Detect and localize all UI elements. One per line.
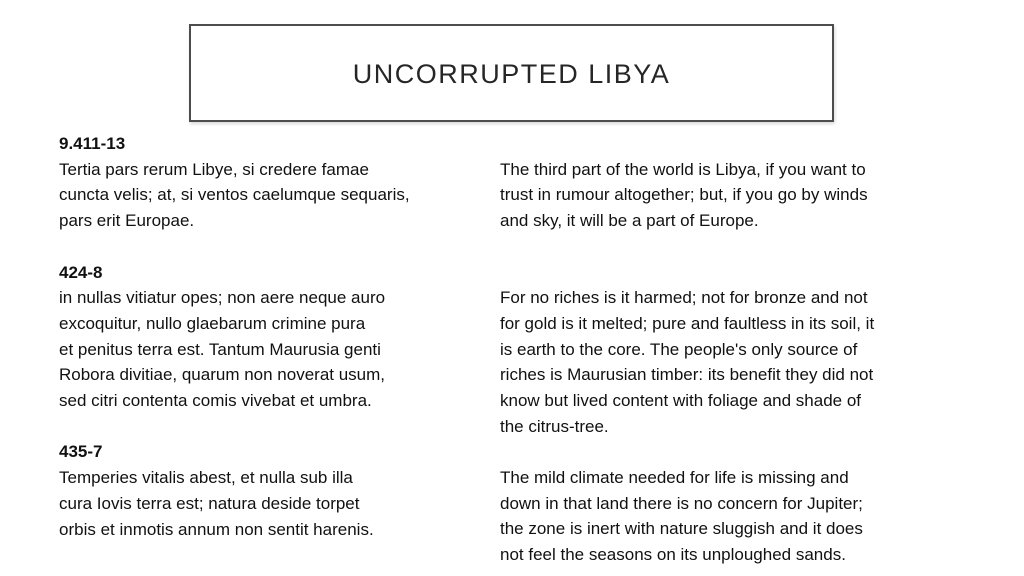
latin-line: Robora divitiae, quarum non noverat usum, bbox=[59, 365, 386, 385]
latin-passage-3 bbox=[59, 439, 479, 542]
english-passage-2 bbox=[500, 259, 950, 439]
latin-line: in nullas vitiatur opes; non aere neque auro bbox=[59, 288, 386, 308]
english-line: The mild climate needed for life is missing and bbox=[500, 468, 849, 488]
english-line: the citrus-tree. bbox=[500, 416, 609, 436]
passage-reference: 424-8 bbox=[59, 262, 103, 282]
reference-spacer bbox=[500, 131, 950, 157]
english-line: the zone is inert with nature sluggish and it does bbox=[500, 519, 863, 539]
latin-line: Tertia pars rerum Libye, si credere famae bbox=[59, 159, 369, 179]
english-line: not feel the seasons on its unploughed sands. bbox=[500, 545, 846, 565]
latin-line: excoquitur, nullo glaebarum crimine pura bbox=[59, 313, 366, 333]
passage-reference: 9.411-13 bbox=[59, 134, 126, 153]
latin-line: cuncta velis; at, si ventos caelumque sequaris, bbox=[59, 185, 410, 205]
latin-line: sed citri contenta comis vivebat et umbra. bbox=[59, 391, 372, 411]
english-line: For no riches is it harmed; not for bronze and not bbox=[500, 288, 868, 308]
english-line: riches is Maurusian timber: its benefit they did not bbox=[500, 365, 874, 385]
latin-passage-2 bbox=[59, 260, 479, 414]
english-passage-1 bbox=[500, 131, 950, 234]
english-line: for gold is it melted; pure and faultless in its soil, it bbox=[500, 313, 875, 333]
latin-line: et penitus terra est. Tantum Maurusia genti bbox=[59, 339, 381, 359]
slide-title: UNCORRUPTED LIBYA bbox=[352, 58, 671, 89]
latin-line: Temperies vitalis abest, et nulla sub illa bbox=[59, 468, 353, 488]
latin-passage-1 bbox=[59, 131, 479, 234]
english-line: is earth to the core. The people's only source of bbox=[500, 339, 858, 359]
passage-reference: 435-7 bbox=[59, 442, 103, 462]
english-passage-3 bbox=[500, 465, 950, 568]
english-line: The third part of the world is Libya, if you want to bbox=[500, 159, 866, 179]
title-box bbox=[189, 24, 834, 122]
english-line: down in that land there is no concern for Jupiter; bbox=[500, 493, 863, 513]
english-line: know but lived content with foliage and shade of bbox=[500, 390, 862, 410]
reference-spacer bbox=[500, 259, 950, 285]
english-line: and sky, it will be a part of Europe. bbox=[500, 211, 759, 231]
latin-line: orbis et inmotis annum non sentit harenis. bbox=[59, 519, 374, 539]
latin-line: cura Iovis terra est; natura deside torpet bbox=[59, 493, 360, 513]
latin-text-column bbox=[59, 131, 479, 542]
english-line: trust in rumour altogether; but, if you go by winds bbox=[500, 185, 868, 205]
english-translation-column bbox=[500, 131, 950, 568]
latin-line: pars erit Europae. bbox=[59, 211, 195, 231]
